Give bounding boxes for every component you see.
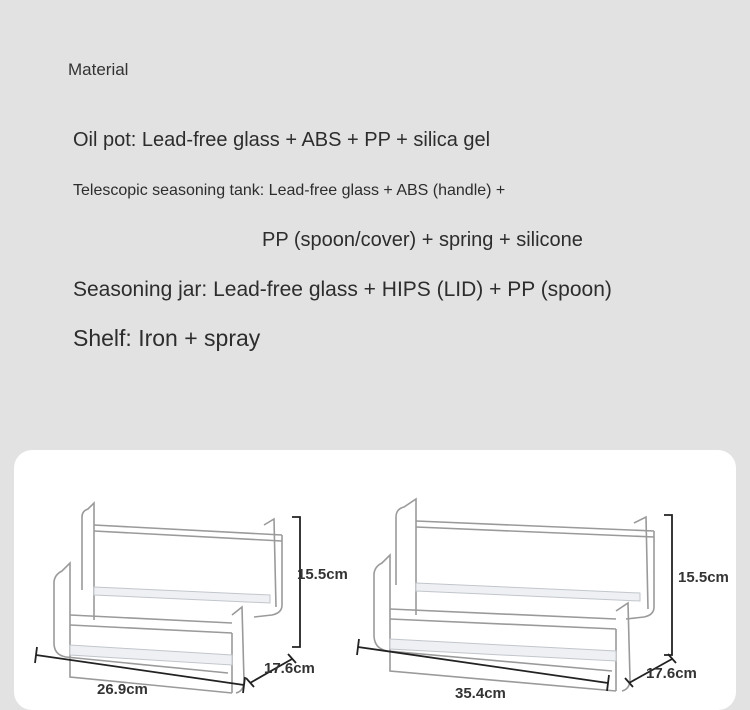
dimensions-panel — [14, 450, 736, 710]
small-shelf-illustration — [32, 495, 302, 700]
large-shelf-height: 15.5cm — [678, 569, 729, 586]
small-shelf-depth: 17.6cm — [264, 660, 315, 677]
large-shelf-illustration — [354, 495, 684, 700]
small-shelf-width: 26.9cm — [97, 681, 148, 698]
small-shelf-height: 15.5cm — [297, 566, 348, 583]
shelf-material: Shelf: Iron + spray — [73, 325, 261, 351]
large-shelf-width: 35.4cm — [455, 685, 506, 702]
telescopic-tank-material: Telescopic seasoning tank: Lead-free glass + ABS (handle) + — [73, 182, 506, 199]
large-shelf-depth: 17.6cm — [646, 665, 697, 682]
telescopic-tank-material-continued: PP (spoon/cover) + spring + silicone — [262, 229, 583, 251]
oil-pot-material: Oil pot: Lead-free glass + ABS + PP + silica gel — [73, 129, 491, 151]
seasoning-jar-material: Seasoning jar: Lead-free glass + HIPS (LID) + PP (spoon) — [73, 278, 612, 301]
material-heading: Material — [68, 60, 129, 79]
